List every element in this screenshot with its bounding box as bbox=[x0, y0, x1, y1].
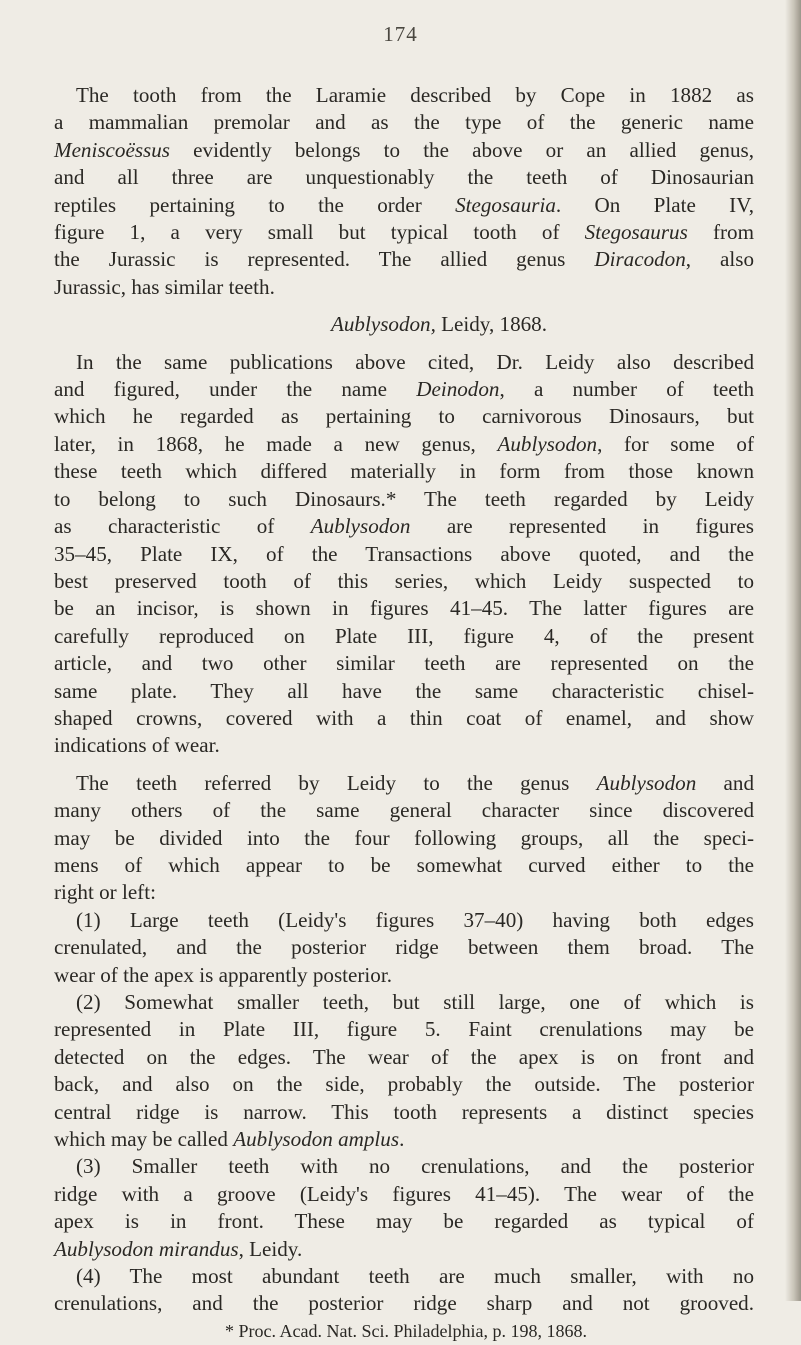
page-number: 174 bbox=[383, 22, 418, 46]
footnote: * Proc. Acad. Nat. Sci. Philadelphia, p. 198, 1868. bbox=[225, 1320, 587, 1341]
text-line: and figured, under the name Deinodon, a number of teeth bbox=[54, 377, 754, 402]
text-line: to belong to such Dinosaurs.* The teeth regarded by Leidy bbox=[54, 486, 754, 511]
text-line: article, and two other similar teeth are represented on the bbox=[54, 651, 754, 676]
text-line: and all three are unquestionably the teeth of Dinosaurian bbox=[54, 165, 754, 190]
text-line: wear of the apex is apparently posterior. bbox=[54, 962, 392, 987]
group-4 bbox=[54, 1263, 754, 1318]
text-line: indications of wear. bbox=[54, 733, 220, 758]
text-line: be an incisor, is shown in figures 41–45. The latter figures are bbox=[54, 596, 754, 621]
text-line: as characteristic of Aublysodon are represented in figures bbox=[54, 514, 754, 539]
text-line: ridge with a groove (Leidy's figures 41–45). The wear of the bbox=[54, 1181, 754, 1206]
text-line: carefully reproduced on Plate III, figure 4, of the present bbox=[54, 623, 754, 648]
text-line: represented in Plate III, figure 5. Faint crenulations may be bbox=[54, 1017, 754, 1042]
heading-genus: Aublysodon, bbox=[331, 312, 436, 337]
text-line: the Jurassic is represented. The allied genus Diracodon, also bbox=[54, 247, 755, 272]
text-line: a mammalian premolar and as the type of the generic name bbox=[54, 110, 754, 135]
paragraph-aublysodon bbox=[54, 349, 754, 760]
text-line: (4) The most abundant teeth are much smaller, with no bbox=[76, 1264, 754, 1289]
text-line: mens of which appear to be somewhat curved either to the bbox=[54, 852, 754, 877]
text-line: may be divided into the four following groups, all the speci- bbox=[54, 825, 754, 850]
text-line: reptiles pertaining to the order Stegosauria. On Plate IV, bbox=[54, 192, 754, 217]
page-body bbox=[54, 82, 754, 1345]
group-2 bbox=[54, 989, 754, 1153]
text-line: which may be called Aublysodon amplus. bbox=[54, 1127, 405, 1152]
text-line: detected on the edges. The wear of the apex is on front and bbox=[54, 1044, 754, 1069]
text-line: same plate. They all have the same characteristic chisel- bbox=[54, 678, 754, 703]
text-line: these teeth which differed materially in form from those known bbox=[54, 459, 754, 484]
text-line: right or left: bbox=[54, 880, 156, 905]
group-3 bbox=[54, 1153, 754, 1263]
group-1 bbox=[54, 907, 754, 989]
text-line: best preserved tooth of this series, which Leidy suspected to bbox=[54, 568, 754, 593]
text-line: later, in 1868, he made a new genus, Aublysodon, for some of bbox=[54, 431, 754, 456]
text-line: The tooth from the Laramie described by Cope in 1882 as bbox=[76, 83, 754, 107]
text-line: 35–45, Plate IX, of the Transactions above quoted, and the bbox=[54, 541, 754, 566]
page-edge-shadow bbox=[785, 0, 801, 1301]
text-line: crenulated, and the posterior ridge between them broad. The bbox=[54, 935, 754, 960]
text-line: many others of the same general character since discovered bbox=[54, 798, 754, 823]
text-line: figure 1, a very small but typical tooth of Stegosaurus from bbox=[54, 220, 754, 245]
text-line: (3) Smaller teeth with no crenulations, and the posterior bbox=[76, 1154, 754, 1179]
text-line: The teeth referred by Leidy to the genus Aublysodon and bbox=[76, 770, 755, 795]
text-line: crenulations, and the posterior ridge sharp and not grooved. bbox=[54, 1291, 754, 1316]
text-line: (1) Large teeth (Leidy's figures 37–40) having both edges bbox=[76, 907, 754, 932]
text-line: Meniscoëssus evidently belongs to the above or an allied genus, bbox=[54, 137, 754, 162]
heading-authority: Leidy, 1868. bbox=[441, 312, 547, 337]
text-line: which he regarded as pertaining to carnivorous Dinosaurs, but bbox=[54, 404, 754, 429]
text-line: apex is in front. These may be regarded as typical of bbox=[54, 1209, 754, 1234]
text-line: central ridge is narrow. This tooth represents a distinct species bbox=[54, 1099, 754, 1124]
text-line: Aublysodon mirandus, Leidy. bbox=[54, 1236, 303, 1261]
section-heading bbox=[54, 311, 754, 338]
text-line: back, and also on the side, probably the outside. The posterior bbox=[54, 1072, 754, 1097]
text-line: shaped crowns, covered with a thin coat of enamel, and show bbox=[54, 705, 754, 730]
text-line: In the same publications above cited, Dr. Leidy also described bbox=[76, 349, 754, 374]
paragraph-groups-intro bbox=[54, 770, 754, 907]
paragraph-stegosauria bbox=[54, 82, 754, 301]
text-line: Jurassic, has similar teeth. bbox=[54, 274, 275, 299]
text-line: (2) Somewhat smaller teeth, but still large, one of which is bbox=[76, 990, 754, 1014]
